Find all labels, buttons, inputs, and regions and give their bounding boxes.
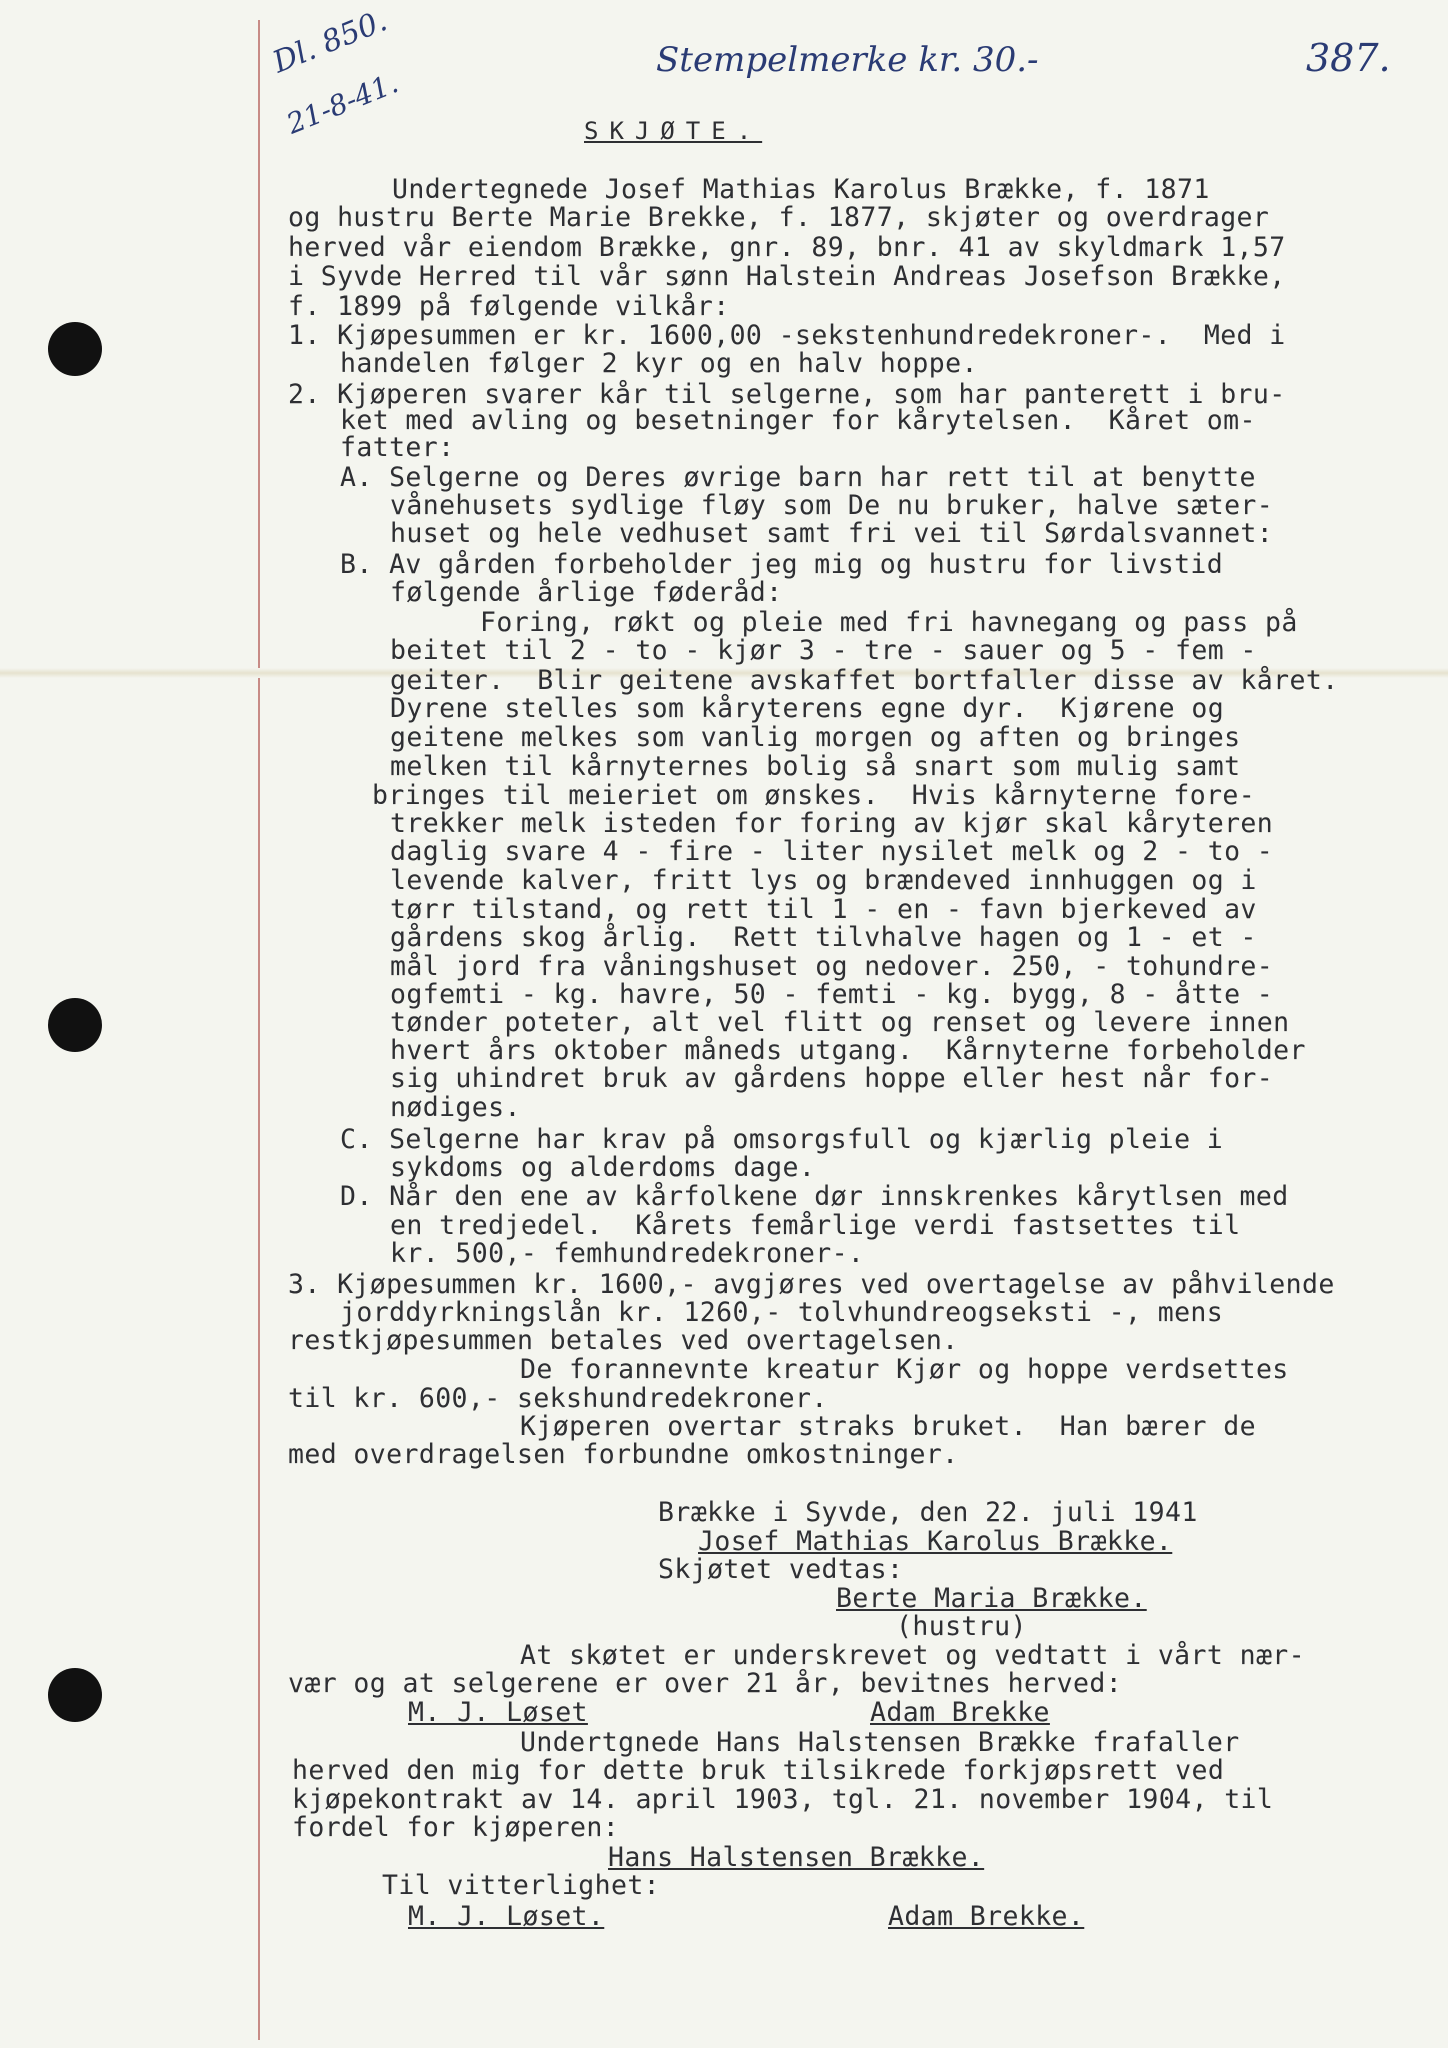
text-line: B. Av gården forbeholder jeg mig og hustru for livstid	[340, 549, 1224, 580]
text-line: gårdens skog årlig. Rett tilvhalve hagen og 1 - et -	[390, 922, 1257, 953]
text-line: jorddyrkningslån kr. 1260,- tolvhundreogseksti -, mens	[340, 1297, 1224, 1328]
text-line: fatter:	[340, 432, 455, 463]
page-number: 387.	[1306, 36, 1391, 80]
signature-hans: Hans Halstensen Brække.	[608, 1842, 985, 1873]
text-line: Undertegnede Josef Mathias Karolus Brække, f. 1871	[392, 174, 1210, 205]
text-line: sykdoms og alderdoms dage.	[390, 1152, 816, 1183]
text-line: levende kalver, fritt lys og brændeved innhuggen og i	[390, 865, 1257, 896]
text-line: herved den mig for dette bruk tilsikrede forkjøpsrett ved	[292, 1755, 1225, 1786]
punch-hole-bottom	[48, 1668, 102, 1722]
signature-witness-1b: M. J. Løset.	[408, 1901, 605, 1932]
registration-date: 21-8-41.	[282, 66, 403, 141]
text-line: til kr. 600,- sekshundredekroner.	[288, 1383, 828, 1414]
text-line: bringes til meieriet om ønskes. Hvis kårnyterne fore-	[372, 780, 1256, 811]
text-line: D. Når den ene av kårfolkene dør innskrenkes kårytlsen med	[340, 1181, 1289, 1212]
text-line: ket med avling og besetninger for kårytelsen. Kåret om-	[340, 405, 1256, 436]
stamp-duty-note: Stempelmerke kr. 30.-	[656, 40, 1039, 80]
text-line: Undertgnede Hans Halstensen Brække frafaller	[520, 1727, 1240, 1758]
text-line: beitet til 2 - to - kjør 3 - tre - sauer og 5 - fem -	[390, 635, 1257, 666]
text-line: hvert års oktober måneds utgang. Kårnyterne forbeholder	[390, 1035, 1306, 1066]
text-line: følgende årlige føderåd:	[390, 577, 783, 608]
text-line: 2. Kjøperen svarer kår til selgerne, som har panterett i bru-	[288, 379, 1286, 410]
text-line: kjøpekontrakt av 14. april 1903, tgl. 21. november 1904, til	[292, 1784, 1274, 1815]
text-line: A. Selgerne og Deres øvrige barn har rett til at benytte	[340, 462, 1256, 493]
punch-hole-top	[48, 322, 102, 376]
text-line: nødiges.	[390, 1092, 521, 1123]
text-line: 3. Kjøpesummen kr. 1600,- avgjøres ved overtagelse av påhvilende	[288, 1269, 1335, 1300]
text-line: og hustru Berte Marie Brekke, f. 1877, skjøter og overdrager	[288, 202, 1270, 233]
text-line: sig uhindret bruk av gårdens hoppe eller hest når for-	[390, 1063, 1274, 1094]
text-line: geiter. Blir geitene avskaffet bortfaller disse av kåret.	[390, 665, 1339, 696]
registration-number: Dl. 850.	[268, 3, 392, 81]
signature-witness-2b: Adam Brekke.	[888, 1901, 1085, 1932]
text-line: melken til kårnyternes bolig så snart som mulig samt	[390, 751, 1241, 782]
text-line: mål jord fra våningshuset og nedover. 250, - tohundre-	[390, 951, 1274, 982]
place-date-line: Brække i Syvde, den 22. juli 1941	[658, 1497, 1198, 1528]
text-line: huset og hele vedhuset samt fri vei til Sørdalsvannet:	[390, 518, 1274, 549]
text-line: tønder poteter, alt vel flitt og renset og levere innen	[390, 1007, 1290, 1038]
signature-wife: Berte Maria Brække.	[836, 1583, 1147, 1614]
text-line: Skjøtet vedtas:	[658, 1554, 904, 1585]
text-line: Kjøperen overtar straks bruket. Han bærer de	[520, 1411, 1256, 1442]
text-line: kr. 500,- femhundredekroner-.	[390, 1238, 865, 1269]
text-line: restkjøpesummen betales ved overtagelsen.	[288, 1325, 959, 1356]
text-line: fordel for kjøperen:	[292, 1812, 620, 1843]
text-line: geitene melkes som vanlig morgen og aften og bringes	[390, 722, 1241, 753]
document-title: SKJØTE.	[584, 117, 763, 145]
signature-witness-2: Adam Brekke	[870, 1697, 1050, 1728]
text-line: herved vår eiendom Brække, gnr. 89, bnr. 41 av skyldmark 1,57	[288, 232, 1286, 263]
text-line: med overdragelsen forbundne omkostninger.	[288, 1439, 959, 1470]
text-line: i Syvde Herred til vår sønn Halstein Andreas Josefson Brække,	[288, 261, 1286, 292]
text-line: trekker melk isteden for foring av kjør skal kåryteren	[390, 808, 1274, 839]
text-line: vær og at selgerene er over 21 år, bevitnes herved:	[288, 1668, 1123, 1699]
text-line: daglig svare 4 - fire - liter nysilet melk og 2 - to -	[390, 836, 1274, 867]
text-line: Dyrene stelles som kåryterens egne dyr. Kjørene og	[390, 693, 1225, 724]
text-line: (hustru)	[896, 1611, 1027, 1642]
text-line: At skøtet er underskrevet og vedtatt i vårt nær-	[520, 1640, 1306, 1671]
punch-hole-middle	[48, 998, 102, 1052]
text-line: handelen følger 2 kyr og en halv hoppe.	[340, 348, 978, 379]
text-line: f. 1899 på følgende vilkår:	[288, 291, 730, 322]
text-line: 1. Kjøpesummen er kr. 1600,00 -sekstenhundredekroner-. Med i	[288, 320, 1286, 351]
signature-witness-1: M. J. Løset	[408, 1697, 588, 1728]
text-line: De forannevnte kreatur Kjør og hoppe verdsettes	[520, 1354, 1289, 1385]
signature-seller: Josef Mathias Karolus Brække.	[698, 1526, 1173, 1557]
text-line: C. Selgerne har krav på omsorgsfull og kjærlig pleie i	[340, 1124, 1224, 1155]
text-line: ogfemti - kg. havre, 50 - femti - kg. bygg, 8 - åtte -	[390, 979, 1274, 1010]
text-line: vånehusets sydlige fløy som De nu bruker, halve sæter-	[390, 490, 1274, 521]
text-line: tørr tilstand, og rett til 1 - en - favn bjerkeved av	[390, 894, 1257, 925]
text-line: Til vitterlighet:	[382, 1870, 661, 1901]
text-line: Foring, røkt og pleie med fri havnegang og pass på	[480, 607, 1298, 638]
margin-rule	[258, 20, 260, 2040]
text-line: en tredjedel. Kårets femårlige verdi fastsettes til	[390, 1210, 1241, 1241]
